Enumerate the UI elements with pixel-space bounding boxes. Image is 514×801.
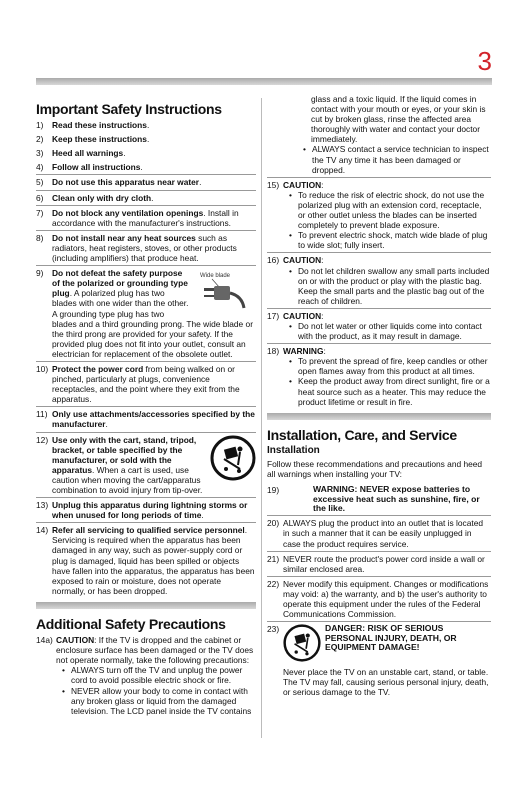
list-item: 13) Unplug this apparatus during lightning storms or when unused for long periods of time. <box>36 498 256 523</box>
list-item: 19) WARNING: NEVER expose batteries to excessive heat such as sunshine, fire, or the like. <box>267 483 491 516</box>
list-item: 20) ALWAYS plug the product into an outlet that is located in such a manner that it can be easily unplugged in case the product requires service. <box>267 516 491 551</box>
list-item: 14) Refer all servicing to qualified service personnel. Servicing is required when the apparatus has been damaged in any way, such as power-supply cord or plug is damaged, liquid has been spilled or objects have fallen into the apparatus, the apparatus has been exposed to rain or moisture, does not operate normally, or has been dropped. <box>36 525 255 596</box>
list-item: 18) WARNING: • To prevent the spread of fire, keep candles or other open flames away from this product at all times. • Keep the product away from direct sunlight, fire or a heat source such as a heater. This may reduce the product lifetime or result in fire. <box>267 346 490 407</box>
battery-warning: WARNING: NEVER expose batteries to excessive heat such as sunshine, fire, or the like. <box>313 484 480 513</box>
left-column <box>36 94 256 718</box>
continued-text: glass and a toxic liquid. If the liquid comes in contact with your mouth or eyes, or your skin is cut by broken glass, rinse the affected area thoroughly with water and contact your doctor immediately. <box>311 94 486 145</box>
list-item: 11) Only use attachments/accessories specified by the manufacturer. <box>36 407 256 432</box>
header-rule <box>36 78 492 85</box>
bullet-item: • NEVER allow your body to come in contact with any broken glass or liquid from the damaged television. The LCD panel inside the TV contains <box>62 685 252 716</box>
section-rule <box>267 413 491 420</box>
list-item: 22) Never modify this equipment. Changes or modifications may void: a) the warranty, and b) the user's authority to operate this equipment under the rules of the Federal Communications Commission. <box>267 577 491 622</box>
polarized-plug-icon <box>194 268 256 316</box>
list-item: 15) CAUTION: • To reduce the risk of electric shock, do not use the polarized plug with an extension cord, receptacle, or other outlet unless the blades can be inserted completely to prevent blade exposure. • To prevent electric shock, match wide blade of plug to wide slot; fully insert. <box>267 178 491 254</box>
bullet-item: • Do not let water or other liquids come into contact with the product, as it may result in damage. <box>289 320 482 342</box>
list-item: 14a) CAUTION: If the TV is dropped and the cabinet or enclosure surface has been damaged or the TV does not operate normally, take the following precautions: • ALWAYS turn off the TV and unplug the power cord to avoid possible electric shock or fire. • NEVER allow your body to come in contact with any broken glass or liquid from the damaged television. The LCD panel inside the TV contains <box>36 633 256 718</box>
list-item: 21) NEVER route the product's power cord inside a wall or similar enclosed area. <box>267 552 491 577</box>
danger-text: Never place the TV on an unstable cart, stand, or table. The TV may fall, causing serious personal injury, death, or serious damage to the TV. <box>283 667 489 698</box>
installation-intro: Follow these recommendations and precautions and heed all warnings when installing your TV: <box>267 458 483 479</box>
list-item: 7) Do not block any ventilation openings. Install in accordance with the manufacturer's instructions. <box>36 206 256 231</box>
safety-heading: Important Safety Instructions <box>36 101 222 117</box>
column-divider <box>261 98 262 738</box>
section-rule <box>36 602 256 609</box>
bullet-item: • Do not let children swallow any small parts included on or with the product or play with the plastic bag. Keep the small parts and the plastic bag out of the reach of children. <box>289 265 490 306</box>
installation-care-heading: Installation, Care, and Service <box>267 426 457 443</box>
bullet-item: • To reduce the risk of electric shock, do not use the polarized plug with an extension cord, receptacle, or other outlet unless the blades can be inserted completely to prevent blade exposure. <box>289 189 485 231</box>
list-item: 1) Read these instructions. <box>36 120 150 131</box>
installation-subheading: Installation <box>267 444 320 456</box>
list-item: 12) Use only with the cart, stand, tripod, bracket, or table specified by the manufacturer, or sold with the apparatus. When a cart is used, use caution when moving the cart/apparatus combination to avoid injury from tip-over. <box>36 433 256 499</box>
list-item: 9) Wide blade Do not defeat the safety purpose of the polarized or grounding type plug. A polarized plug has two blades with one wider than the other. A grounding type plug has two blades and a third grounding prong. The wide blade or the third prong are provided for your safety. If the provided plug does not fit into your outlet, consult an electrician for replacement of the obsolete outlet. <box>36 266 256 362</box>
page-number: 3 <box>477 46 492 76</box>
wide-blade-label: Wide blade <box>200 273 231 280</box>
bullet-item: • To prevent electric shock, match wide blade of plug to wide slot; fully insert. <box>289 230 488 251</box>
cart-tipover-warning-icon <box>283 624 325 664</box>
list-item: 8) Do not install near any heat sources such as radiators, heat registers, stoves, or other products (including amplifiers) that produce heat. <box>36 231 256 266</box>
list-item: 17) CAUTION: • Do not let water or other liquids come into contact with the product, as it may result in damage. <box>267 309 491 344</box>
list-item: 5) Do not use this apparatus near water. <box>36 175 256 190</box>
danger-warning: DANGER: RISK OF SERIOUS PERSONAL INJURY, DEATH, OR EQUIPMENT DAMAGE! <box>325 623 457 652</box>
list-item: 23) DANGER: RISK OF SERIOUS PERSONAL INJURY, DEATH, OR EQUIPMENT DAMAGE! Never place the TV on an unstable cart, stand, or table. The TV may fall, causing serious personal injury, death, or serious damage to the TV. <box>267 622 491 699</box>
bullet-item: • ALWAYS turn off the TV and unplug the power cord to avoid possible electric shock or fire. <box>62 665 243 686</box>
list-item: 10) Protect the power cord from being walked on or pinched, particularly at plugs, convenience receptacles, and the point where they exit from the apparatus. <box>36 362 256 407</box>
bullet-item: • To prevent the spread of fire, keep candles or other open flames away from this product at all times. <box>289 356 488 377</box>
list-item: 4) Follow all instructions. <box>36 160 256 175</box>
cart-tipover-warning-icon <box>210 435 256 483</box>
list-item: 3) Heed all warnings. <box>36 148 126 159</box>
bullet-item: • Keep the product away from direct sunlight, fire or a heat source such as a heater. This may reduce the product lifetime or result in fire. <box>289 376 490 407</box>
bullet-item: • ALWAYS contact a service technician to inspect the TV any time it has been damaged or dropped. <box>303 144 489 175</box>
list-item: 6) Clean only with dry cloth. <box>36 191 256 206</box>
list-item: 2) Keep these instructions. <box>36 134 150 145</box>
right-column <box>267 94 491 700</box>
additional-precautions-heading: Additional Safety Precautions <box>36 615 226 632</box>
list-item: 16) CAUTION: • Do not let children swallow any small parts included on or with the product or play with the plastic bag. Keep the small parts and the plastic bag out of the reach of children. <box>267 253 491 308</box>
